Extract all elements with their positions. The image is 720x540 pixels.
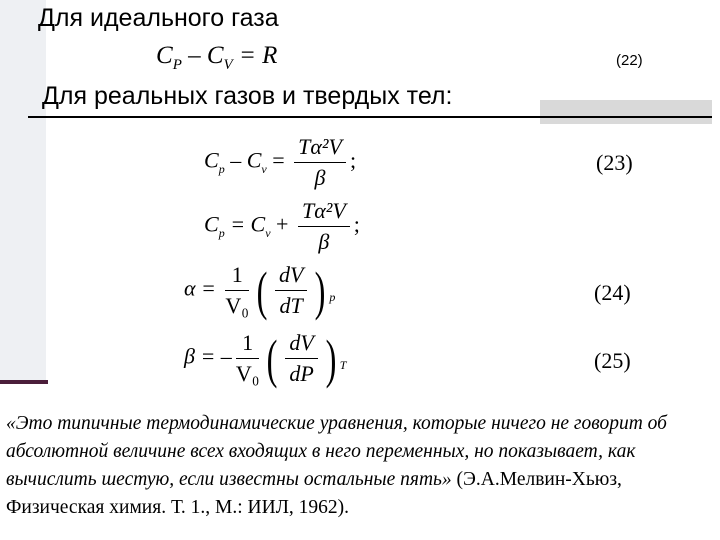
equation-22-number: (22) (616, 52, 643, 69)
right-paren: ) (315, 260, 326, 321)
equation-24-number: (24) (594, 280, 631, 305)
fraction: $\frac{dV}{dT}$ (275, 262, 307, 319)
fraction: $\frac{1}{\text{V₀}}$ (235, 330, 260, 386)
left-decor-bar-accent (0, 380, 48, 384)
quote-source: (Э.А.Мелвин-Хьюз, Физическая химия. Т. 1., М.: ИИЛ, 1962). (6, 469, 622, 518)
fraction: $\frac{1}{\text{V₀}}$ (225, 262, 249, 318)
fraction: $\frac{\text{Tα²V}}{\beta}$ (298, 198, 350, 255)
right-paren: ) (325, 328, 337, 389)
equation-25-number: (25) (594, 348, 631, 373)
left-decor-bar (0, 0, 46, 384)
left-paren: ( (256, 260, 268, 321)
fraction: $\frac{dV}{dP}$ (285, 330, 317, 387)
equation-25: β = – $\frac{1}{\text{V₀}}$ ( $\frac{dV}{dP}$ ) $_T$ (184, 328, 347, 389)
heading-ideal-gas: Для идеального газа (38, 4, 279, 32)
equation-23b: $C_p = C_v$ + $\frac{\text{Tα²V}}{\beta}$ ; (204, 198, 360, 254)
equation-22: $C_P - C_V = R$ (156, 42, 278, 73)
heading-real-gases: Для реальных газов и твердых тел: (42, 82, 453, 110)
citation-quote (6, 410, 714, 522)
quote-italic: «Это типичные термодинамические уравнения, которые ничего не говорит об абсолютной величине всех входящих в него переменных, но показывает, как вычислить шестую, если известны остальные пять» (6, 413, 667, 490)
left-paren: ( (266, 328, 278, 389)
fraction: $\frac{\text{Tα²V}}{\beta}$ (294, 134, 346, 191)
equation-24: α = $\frac{1}{\text{V₀}}$ ( $\frac{dV}{dT}$ ) $_p$ (184, 260, 336, 321)
equation-23: $C_p - C_v$ = $\frac{\text{Tα²V}}{\beta}$ ; (204, 134, 357, 190)
header-rule (28, 116, 712, 118)
equation-23-number: (23) (596, 150, 633, 175)
header-decor-box (540, 100, 712, 124)
